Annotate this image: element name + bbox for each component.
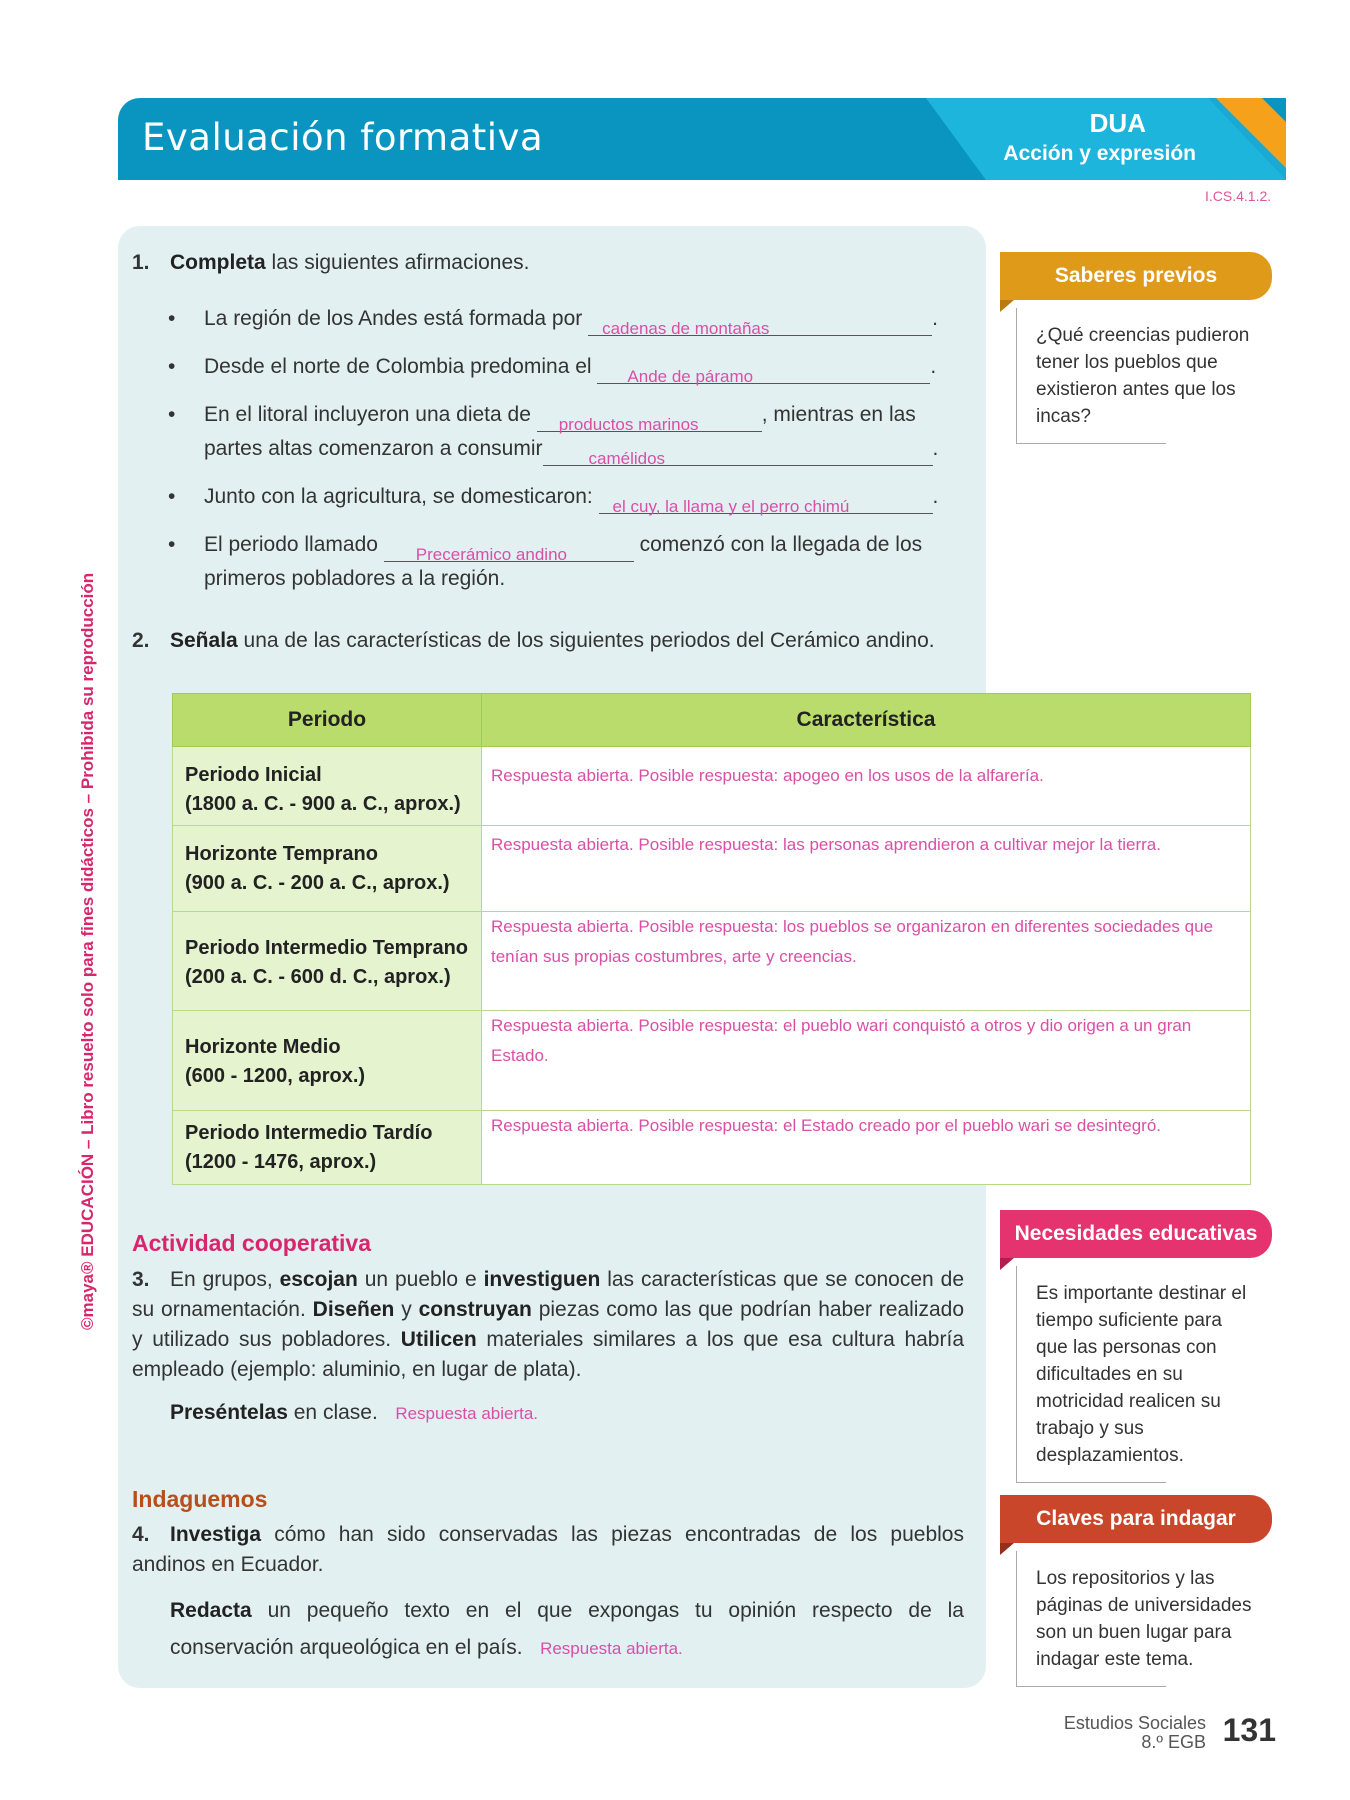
header-banner xyxy=(118,98,1286,180)
necesidades-educativas-body: Es importante destinar el tiempo suficiente para que las personas con dificultades en su motricidad realicen su trabajo y sus desplazamientos. xyxy=(1000,1266,1272,1483)
characteristic-cell[interactable]: Respuesta abierta. Posible respuesta: apogeo en los usos de la alfarería. xyxy=(482,747,1251,826)
list-item xyxy=(170,480,938,514)
necesidades-educativas-box xyxy=(1000,1210,1272,1483)
table-row xyxy=(173,747,1251,826)
answer-text: productos marinos xyxy=(558,415,699,434)
item-text: El periodo llamado xyxy=(204,533,384,556)
question-text: las siguientes afirmaciones. xyxy=(265,251,530,274)
question-2 xyxy=(132,626,964,656)
characteristic-cell[interactable]: Respuesta abierta. Posible respuesta: los pueblos se organizaron en diferentes sociedades que tenían sus propias costumbres, arte y creencias. xyxy=(482,912,1251,1011)
item-text: , mientras en las xyxy=(761,403,916,426)
claves-para-indagar-title: Claves para indagar xyxy=(1000,1495,1272,1543)
period-dates: (600 - 1200, aprox.) xyxy=(185,1065,366,1087)
period-cell xyxy=(173,1011,482,1111)
answer-text: camélidos xyxy=(588,449,666,468)
table-row xyxy=(173,1111,1251,1185)
question-3 xyxy=(132,1265,964,1385)
item-text: En el litoral incluyeron una dieta de xyxy=(204,403,537,426)
period-name: Horizonte Temprano xyxy=(185,843,378,865)
indicator-code: I.CS.4.1.2. xyxy=(1205,188,1272,204)
question-verb: Utilicen xyxy=(400,1328,477,1351)
subject-name: Estudios Sociales xyxy=(1063,1713,1206,1733)
answer-text: Ande de páramo xyxy=(627,367,754,386)
characteristic-cell[interactable]: Respuesta abierta. Posible respuesta: el Estado creado por el pueblo wari se desintegró. xyxy=(482,1111,1251,1185)
answer-blank[interactable] xyxy=(599,487,933,514)
question-verb: Señala xyxy=(170,629,238,652)
item-text: partes altas comenzaron a consumir xyxy=(204,437,543,460)
item-text: Junto con la agricultura, se domesticaron: xyxy=(204,485,599,508)
answer-blank[interactable] xyxy=(537,405,762,432)
saberes-previos-body: ¿Qué creencias pudieron tener los pueblos que existieron antes que los incas? xyxy=(1000,308,1272,444)
question-number: 3. xyxy=(132,1268,150,1291)
period-dates: (1800 a. C. - 900 a. C., aprox.) xyxy=(185,793,461,815)
saberes-previos-box xyxy=(1000,252,1272,444)
period-cell xyxy=(173,747,482,826)
claves-para-indagar-body: Los repositorios y las páginas de universidades son un buen lugar para indagar este tema. xyxy=(1000,1551,1272,1687)
answer-blank[interactable] xyxy=(597,357,930,384)
question-text: En grupos, xyxy=(170,1268,280,1291)
question-number: 1. xyxy=(132,251,150,274)
saberes-previos-title: Saberes previos xyxy=(1000,252,1272,300)
question-number: 4. xyxy=(132,1523,150,1546)
necesidades-educativas-title: Necesidades educativas xyxy=(1000,1210,1272,1258)
question-4-write xyxy=(132,1592,964,1667)
answer-text: Respuesta abierta. xyxy=(540,1639,683,1658)
question-text: y xyxy=(394,1298,419,1321)
question-verb: construyan xyxy=(418,1298,532,1321)
period-dates: (200 a. C. - 600 d. C., aprox.) xyxy=(185,966,451,988)
period-cell xyxy=(173,826,482,912)
period-dates: (1200 - 1476, aprox.) xyxy=(185,1151,377,1173)
list-item xyxy=(170,302,938,336)
question-text: las características que se conocen de su ornamentación. xyxy=(132,1268,964,1321)
question-verb: Preséntelas xyxy=(170,1401,288,1424)
copyright-vertical: ©maya® EDUCACIÓN – Libro resuelto solo para fines didácticos – Prohibida su reproducción xyxy=(78,572,97,1330)
question-text: cómo han sido conservadas las piezas encontradas de los pueblos andinos en Ecuador. xyxy=(132,1523,964,1576)
item-punct: . xyxy=(932,307,938,330)
characteristic-cell[interactable]: Respuesta abierta. Posible respuesta: las personas aprendieron a cultivar mejor la tierra. xyxy=(482,826,1251,912)
question-text: un pequeño texto en el que expongas tu opinión respecto de la conservación arqueológica en el país. xyxy=(170,1599,964,1659)
period-dates: (900 a. C. - 200 a. C., aprox.) xyxy=(185,872,450,894)
period-cell xyxy=(173,1111,482,1185)
question-text: en clase. xyxy=(287,1401,378,1424)
item-text: comenzó con la llegada de los xyxy=(633,533,923,556)
question-verb: Investiga xyxy=(170,1523,262,1546)
period-name: Periodo Inicial xyxy=(185,764,322,786)
item-text: La región de los Andes está formada por xyxy=(204,307,589,330)
list-item-continued xyxy=(170,432,938,466)
table-header-characteristic: Característica xyxy=(482,694,1251,747)
answer-blank[interactable] xyxy=(543,439,933,466)
question-verb: Diseñen xyxy=(312,1298,395,1321)
dua-subtitle: Acción y expresión xyxy=(1003,142,1196,165)
grade-label: 8.º EGB xyxy=(1141,1732,1206,1752)
periods-table xyxy=(172,693,1251,1185)
page-title: Evaluación formativa xyxy=(142,116,544,159)
page-number: 131 xyxy=(1222,1712,1276,1748)
question-verb: Completa xyxy=(170,251,266,274)
footer-subject xyxy=(1064,1714,1206,1752)
claves-para-indagar-box xyxy=(1000,1495,1272,1687)
dua-title: DUA xyxy=(1089,108,1146,138)
item-text: Desde el norte de Colombia predomina el xyxy=(204,355,598,378)
item-punct: . xyxy=(930,355,937,378)
characteristic-cell[interactable]: Respuesta abierta. Posible respuesta: el pueblo wari conquistó a otros y dio origen a un gran Estado. xyxy=(482,1011,1251,1111)
section-title-indaguemos: Indaguemos xyxy=(132,1486,268,1512)
question-verb: Redacta xyxy=(170,1599,252,1622)
item-punct: . xyxy=(932,485,939,508)
period-name: Horizonte Medio xyxy=(185,1036,341,1058)
question-verb: investiguen xyxy=(483,1268,601,1291)
period-name: Periodo Intermedio Temprano xyxy=(185,937,468,959)
question-1 xyxy=(132,248,529,277)
question-verb: escojan xyxy=(279,1268,358,1291)
table-header-period: Periodo xyxy=(173,694,482,747)
question-text: una de las características de los siguientes periodos del Cerámico andino. xyxy=(237,629,935,652)
item-punct: . xyxy=(932,437,939,460)
answer-text: Respuesta abierta. xyxy=(395,1404,539,1423)
question-3-present xyxy=(132,1398,964,1429)
table-row xyxy=(173,912,1251,1011)
list-item xyxy=(170,398,916,432)
answer-text: Precerámico andino xyxy=(415,545,567,564)
question-4 xyxy=(132,1520,964,1580)
answer-blank[interactable] xyxy=(384,535,634,562)
question-text: un pueblo e xyxy=(357,1268,484,1291)
period-cell xyxy=(173,912,482,1011)
answer-text: cadenas de montañas xyxy=(602,319,770,338)
period-name: Periodo Intermedio Tardío xyxy=(185,1122,433,1144)
section-title-cooperative: Actividad cooperativa xyxy=(132,1230,372,1256)
dua-badge xyxy=(926,98,1286,180)
list-item xyxy=(170,350,936,384)
question-text: materiales similares a los que esa cultura habría empleado (ejemplo: aluminio, en lugar de plata). xyxy=(132,1328,964,1381)
question-text: piezas como las que podrían haber realizado y utilizado sus pobladores. xyxy=(132,1298,964,1351)
item-text: primeros pobladores a la región. xyxy=(204,567,506,590)
question-number: 2. xyxy=(132,629,150,652)
answer-text: el cuy, la llama y el perro chimú xyxy=(612,497,850,516)
table-row xyxy=(173,1011,1251,1111)
table-row xyxy=(173,826,1251,912)
answer-blank[interactable] xyxy=(588,309,932,336)
list-item xyxy=(170,528,922,562)
list-item-continued xyxy=(170,562,505,596)
